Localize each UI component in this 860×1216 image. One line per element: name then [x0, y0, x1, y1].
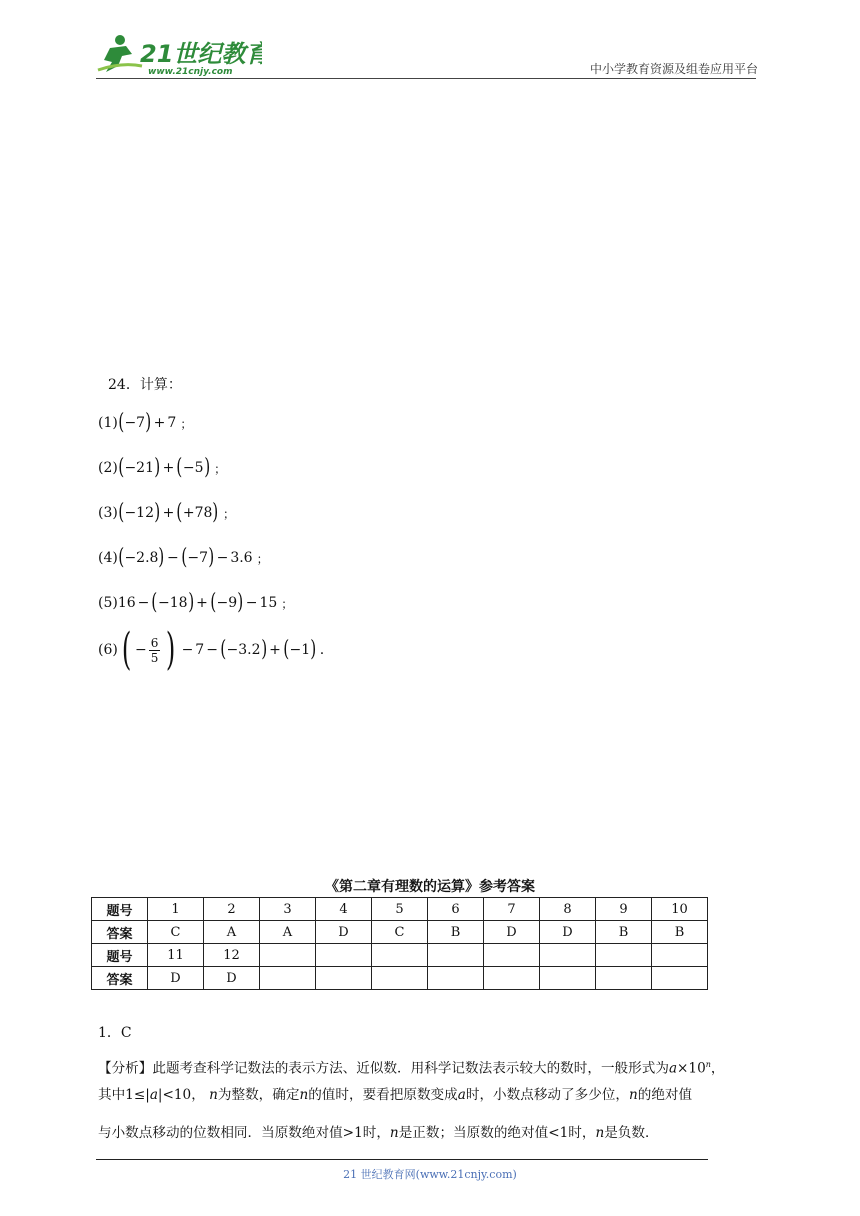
- table-row: [92, 944, 708, 967]
- table-cell: [596, 944, 652, 967]
- table-cell: [540, 944, 596, 967]
- problem-label: (4): [98, 550, 118, 566]
- table-row: [92, 967, 708, 990]
- table-cell: [260, 944, 316, 967]
- row-header: 答案: [92, 967, 148, 990]
- problem-2: (2) ( −21 ) + ( −5 ) ；: [98, 455, 227, 480]
- table-cell: 1: [148, 898, 204, 921]
- table-cell: [652, 967, 708, 990]
- table-cell: A: [260, 921, 316, 944]
- table-cell: D: [148, 967, 204, 990]
- table-cell: [484, 967, 540, 990]
- footer-link[interactable]: 21 世纪教育网(www.21cnjy.com): [343, 1168, 517, 1181]
- table-cell: [372, 944, 428, 967]
- logo: [92, 32, 262, 78]
- problem-label: (5): [98, 595, 118, 611]
- table-cell: 11: [148, 944, 204, 967]
- row-header: 题号: [92, 898, 148, 921]
- solution-heading: 1．C: [98, 1025, 132, 1041]
- header-divider: [96, 78, 756, 79]
- solution-text: 与小数点移动的位数相同．当原数绝对值>1时，: [98, 1125, 390, 1141]
- solution-text: 时，小数点移动了多少位，: [465, 1087, 629, 1103]
- solution-text: |<10，: [157, 1087, 205, 1103]
- table-cell: 4: [316, 898, 372, 921]
- table-cell: 2: [204, 898, 260, 921]
- table-cell: D: [316, 921, 372, 944]
- table-cell: 12: [204, 944, 260, 967]
- question-title: 24．计算：: [108, 377, 182, 393]
- problem-label: (1): [98, 415, 118, 431]
- logo-url: www.21cnjy.com: [148, 67, 233, 77]
- answer-table: [91, 897, 708, 990]
- table-cell: 10: [652, 898, 708, 921]
- solution-line-1: 【分析】此题考查科学记数法的表示方法、近似数．用科学记数法表示较大的数时，一般形式为$a\times 10^n$，: [98, 1060, 725, 1077]
- table-cell: [428, 967, 484, 990]
- table-cell: B: [652, 921, 708, 944]
- table-cell: 9: [596, 898, 652, 921]
- problem-label: (3): [98, 505, 118, 521]
- table-cell: A: [204, 921, 260, 944]
- runner-logo-icon: [92, 32, 262, 78]
- table-cell: [260, 967, 316, 990]
- problem-label: (6): [98, 642, 118, 658]
- table-cell: D: [484, 921, 540, 944]
- table-cell: [316, 944, 372, 967]
- solution-text: 【分析】此题考查科学记数法的表示方法、近似数．用科学记数法表示较大的数时，一般形式为: [98, 1060, 669, 1077]
- table-cell: [372, 967, 428, 990]
- answer-key-title: 《第二章有理数的运算》参考答案: [325, 879, 535, 895]
- problem-4: (4) ( −2.8 ) − ( −7 ) − 3.6 ；: [98, 545, 269, 570]
- table-cell: B: [596, 921, 652, 944]
- solution-line-2: 其中1≤|a|<10， n为整数，确定n的值时，要看把原数变成a时，小数点移动了多少位，n的绝对值: [98, 1087, 693, 1103]
- footer-divider: [96, 1159, 708, 1160]
- table-cell: [652, 944, 708, 967]
- table-cell: [316, 967, 372, 990]
- solution-text: 为整数，确定: [217, 1087, 300, 1103]
- solution-text: 是正数；当原数的绝对值<1时，: [398, 1125, 596, 1141]
- table-cell: 3: [260, 898, 316, 921]
- problem-5: (5) 16 − ( −18 ) + ( −9 ) − 15 ；: [98, 590, 294, 615]
- table-cell: D: [540, 921, 596, 944]
- table-cell: 8: [540, 898, 596, 921]
- solution-text: 的绝对值: [637, 1087, 693, 1103]
- problem-1: (1) ( −7 ) + 7 ；: [98, 410, 193, 435]
- table-cell: [540, 967, 596, 990]
- solution-line-3: 与小数点移动的位数相同．当原数绝对值>1时，n是正数；当原数的绝对值<1时，n是负数．: [98, 1125, 659, 1141]
- problem-6: (6) ( − $\frac{6}{5}$ ) − 7 − ( −3.2 ) + ( −1 ) .: [98, 624, 325, 675]
- problem-label: (2): [98, 460, 118, 476]
- solution-text: 是负数．: [604, 1125, 659, 1141]
- problem-3: (3) ( −12 ) + ( +78 ) ；: [98, 500, 236, 525]
- table-cell: [484, 944, 540, 967]
- solution-text: 其中1≤|: [98, 1087, 150, 1103]
- platform-name: 中小学教育资源及组卷应用平台: [589, 62, 758, 76]
- table-cell: B: [428, 921, 484, 944]
- table-row: [92, 921, 708, 944]
- table-row: [92, 898, 708, 921]
- table-cell: 6: [428, 898, 484, 921]
- table-cell: C: [148, 921, 204, 944]
- table-cell: 7: [484, 898, 540, 921]
- logo-text: 21世纪教育: [140, 40, 262, 68]
- row-header: 题号: [92, 944, 148, 967]
- table-cell: [596, 967, 652, 990]
- table-cell: [428, 944, 484, 967]
- solution-text: 的值时，要看把原数变成: [308, 1087, 458, 1103]
- table-cell: C: [372, 921, 428, 944]
- table-cell: D: [204, 967, 260, 990]
- row-header: 答案: [92, 921, 148, 944]
- table-cell: 5: [372, 898, 428, 921]
